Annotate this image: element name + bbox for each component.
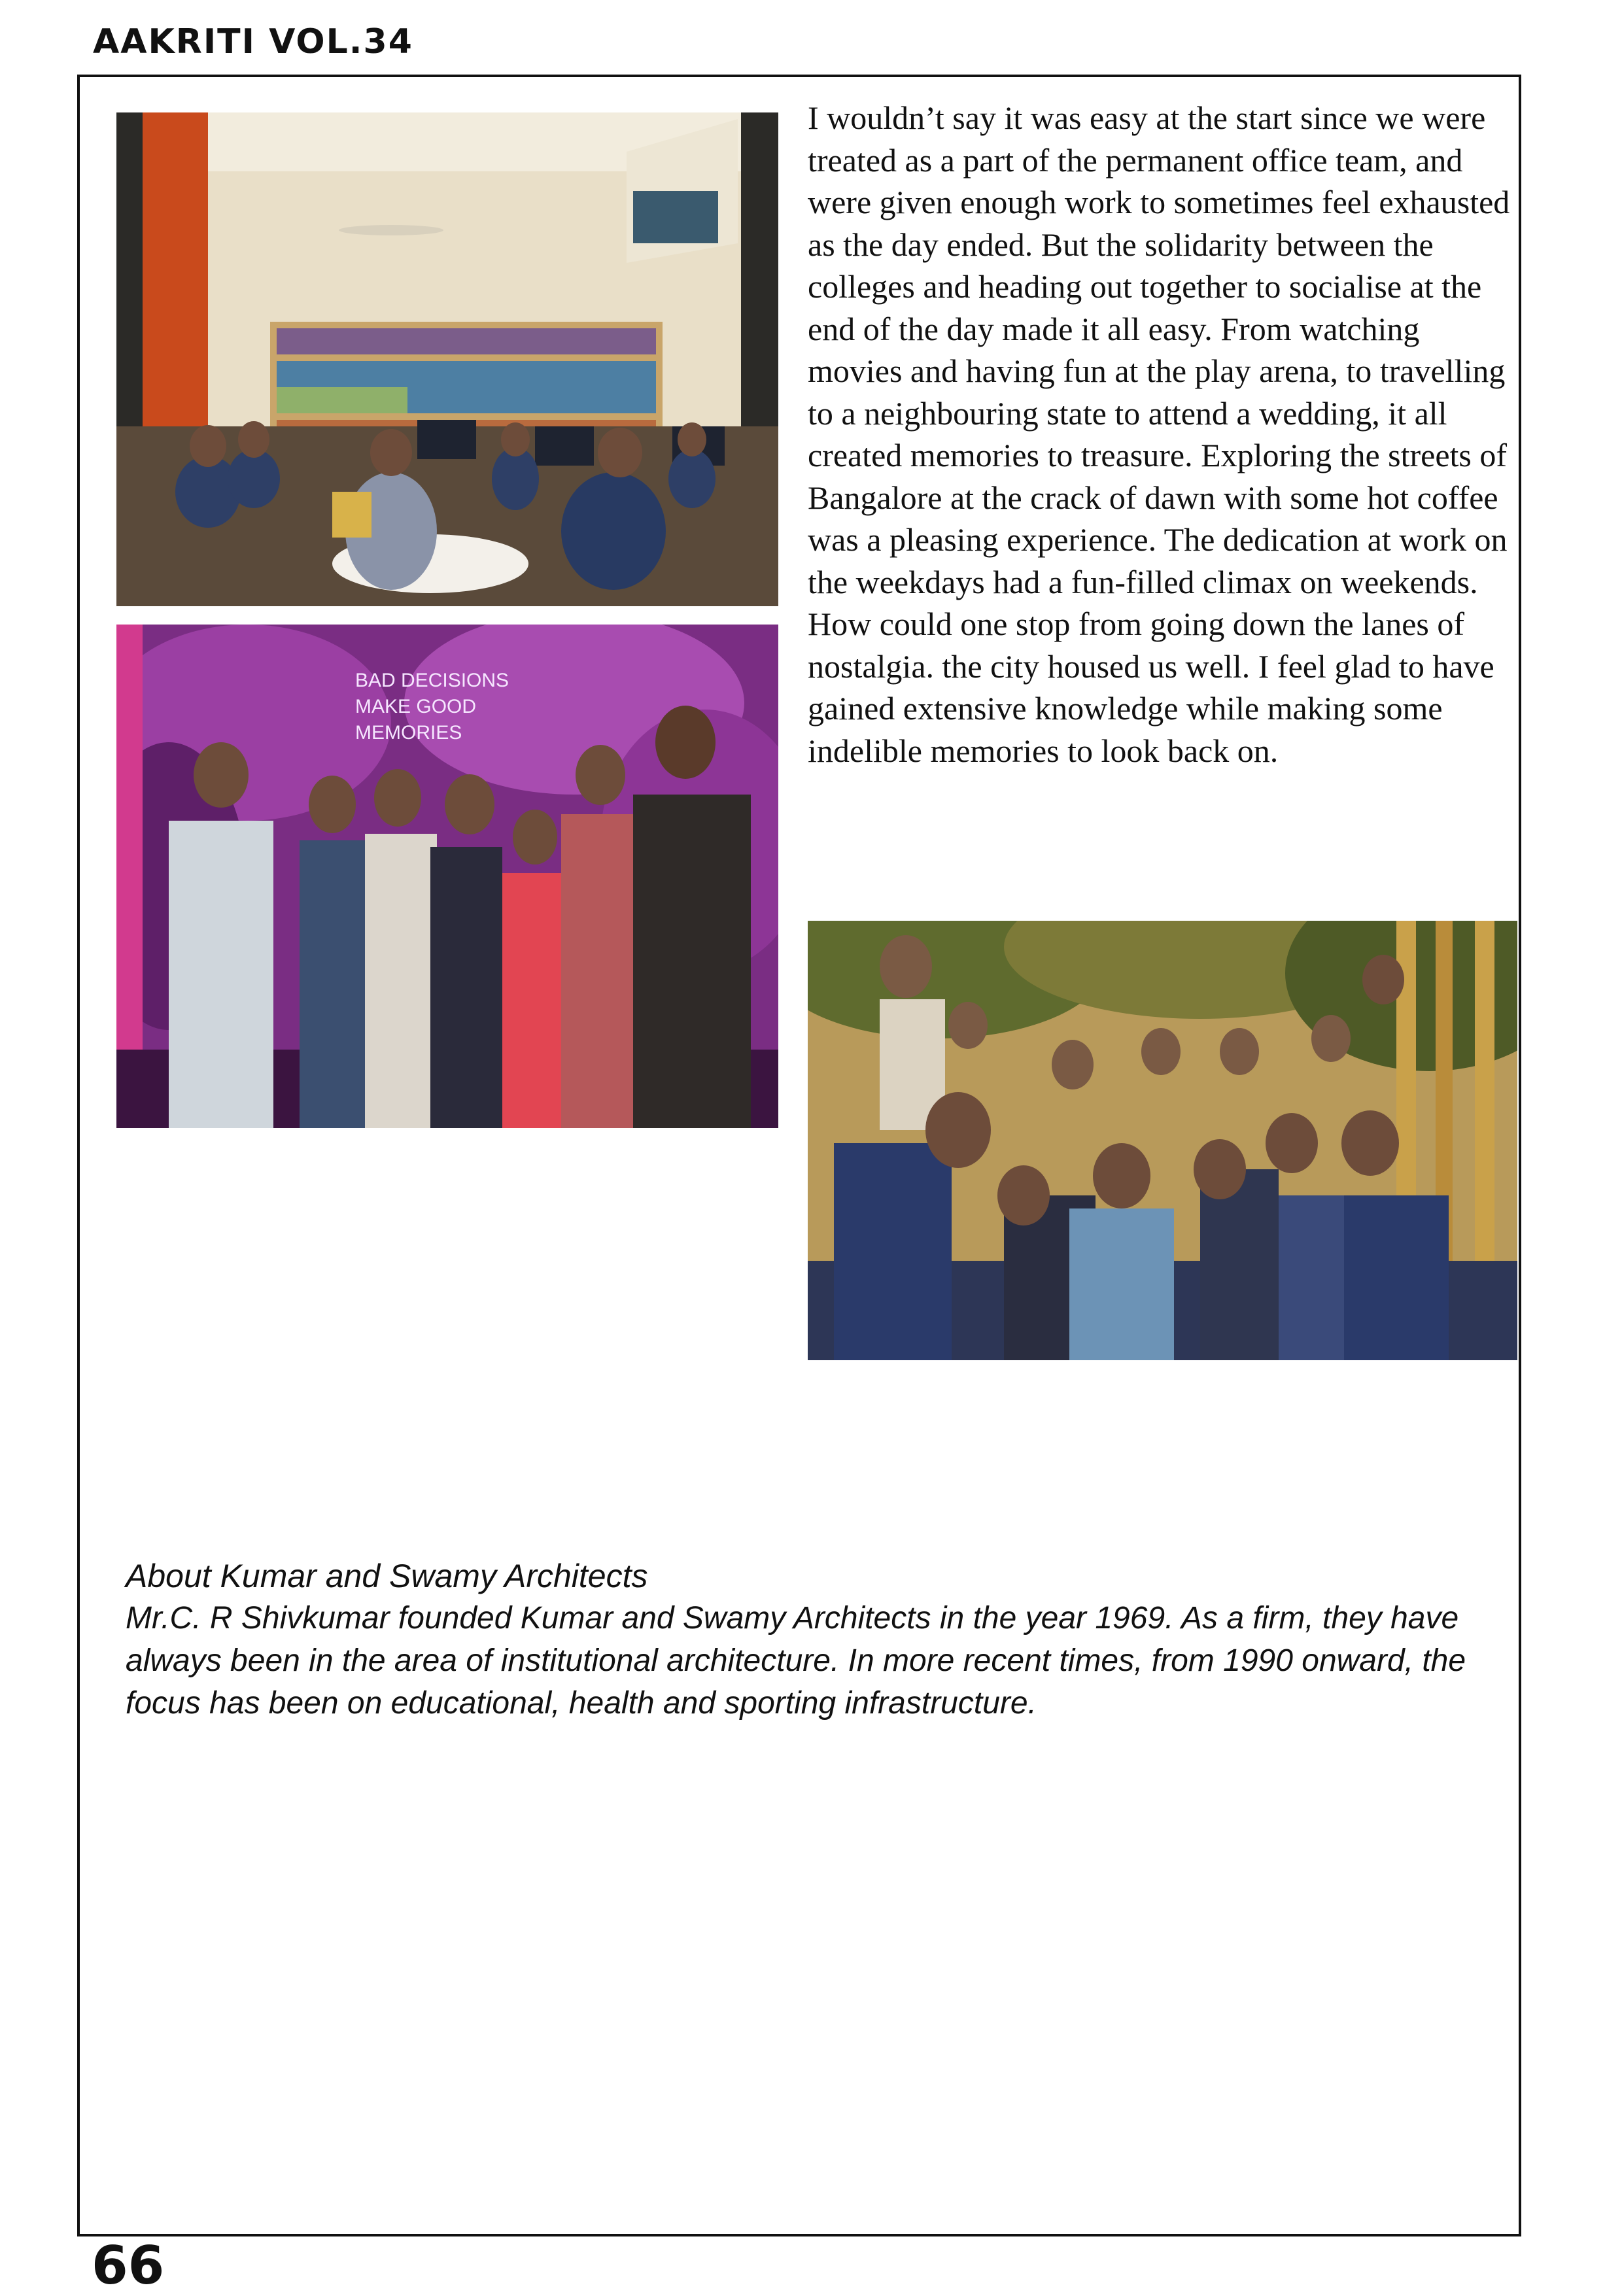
about-text: Mr.C. R Shivkumar founded Kumar and Swamy Architects in the year 1969. As a firm, they have always been in the area of institutional architecture. In more recent times, from 1990 onward, the focus has been on educational, health and sporting infrastructure. bbox=[126, 1601, 1466, 1721]
magazine-title: AAKRITI VOL.34 bbox=[93, 22, 413, 61]
svg-text:BAD DECISIONS: BAD DECISIONS bbox=[355, 670, 509, 691]
story-paragraph: I wouldn’t say it was easy at the start since we were treated as a part of the permanent office team, and were given enough work to sometimes feel exhausted as the day ended. But the solidarity between the colleges and heading out together to socialise at the end of the day made it all easy. From watching movies and having fun at the play arena, to travelling to a neighbouring state to attend a wedding, it all created memories to treasure. Exploring the streets of Bangalore at the crack of dawn with some hot coffee was a pleasing experience. The dedication at work on the weekdays had a fun-filled climax on weekends. How could one stop from going down the lanes of nostalgia. the city housed us well. I feel glad to have gained extensive knowledge while making some indelible memories to look back on. bbox=[808, 99, 1510, 769]
svg-text:MAKE GOOD: MAKE GOOD bbox=[355, 696, 477, 717]
svg-text:MEMORIES: MEMORIES bbox=[355, 722, 462, 744]
about-section bbox=[126, 1555, 1519, 1724]
about-title: About Kumar and Swamy Architects bbox=[126, 1558, 648, 1594]
office-team-photo bbox=[116, 112, 778, 606]
cafe-group-photo bbox=[116, 625, 778, 1128]
page-number: 66 bbox=[92, 2235, 165, 2296]
outdoor-group-photo bbox=[808, 921, 1517, 1360]
